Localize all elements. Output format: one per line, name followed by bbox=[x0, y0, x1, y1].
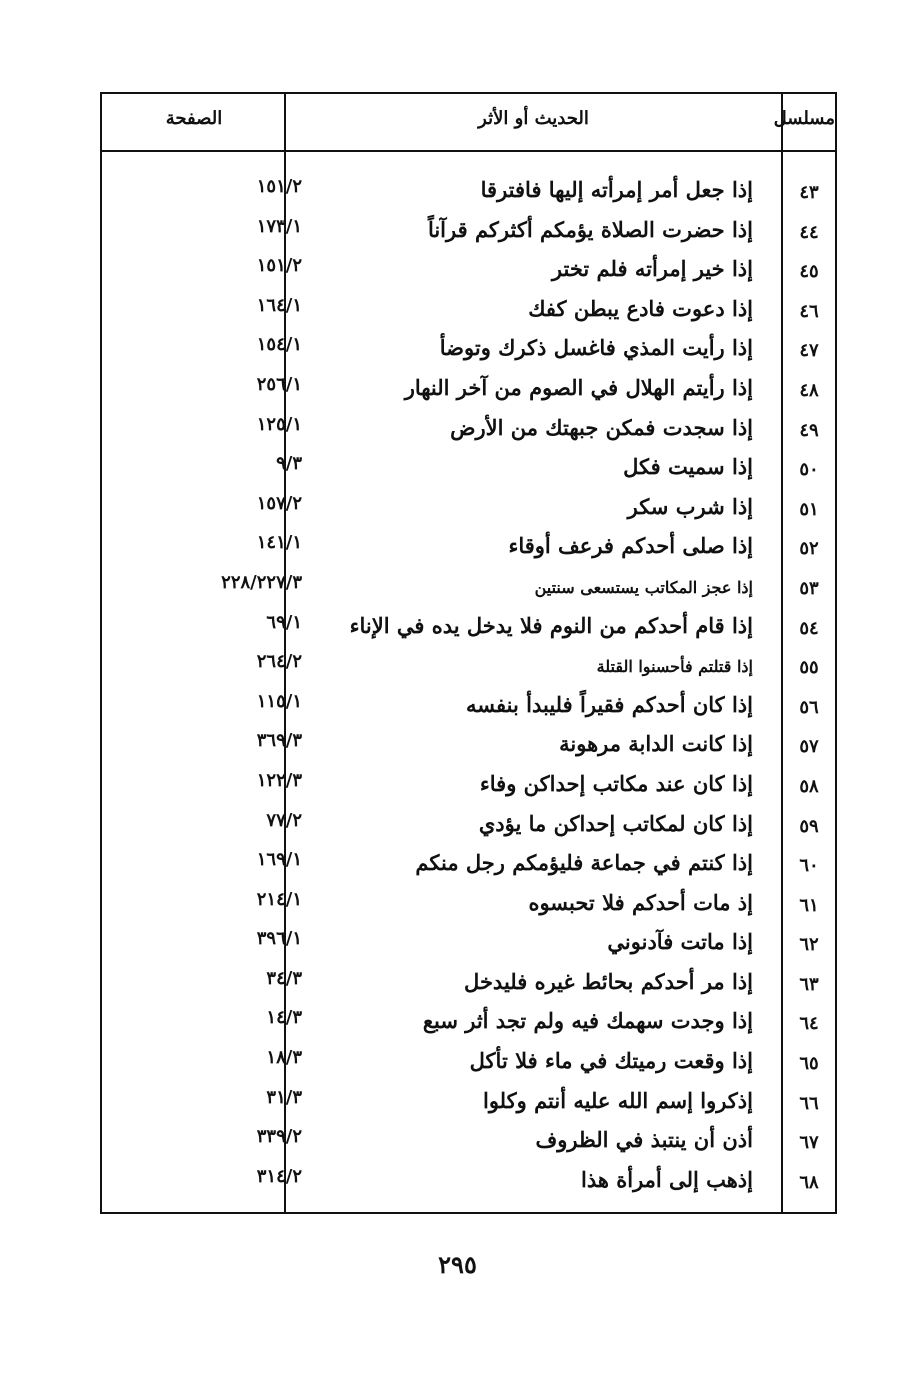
table-row bbox=[102, 689, 835, 729]
row-page-ref: ١٥١/٢ bbox=[256, 255, 302, 277]
table-row bbox=[102, 768, 835, 808]
row-hadith-text: إذا وقعت رميتك في ماء فلا تأكل bbox=[469, 1048, 753, 1074]
table-row bbox=[102, 530, 835, 570]
row-hadith-text: إذا رأيتم الهلال في الصوم من آخر النهار bbox=[404, 374, 753, 400]
row-hadith-text: إذا كان لمكاتب إحداكن ما يؤدي bbox=[478, 810, 753, 836]
row-page-ref: ٢٦٤/٢ bbox=[256, 651, 302, 673]
row-serial: ٦٧ bbox=[799, 1132, 819, 1154]
header-divider bbox=[102, 150, 835, 152]
row-serial: ٥٩ bbox=[799, 815, 819, 837]
row-hadith-text: إذا كان عند مكاتب إحداكن وفاء bbox=[479, 770, 753, 796]
table-row bbox=[102, 293, 835, 333]
table-row bbox=[102, 649, 835, 689]
table-row bbox=[102, 412, 835, 452]
row-page-ref: ١٥١/٢ bbox=[256, 176, 302, 197]
row-serial: ٤٩ bbox=[799, 419, 819, 441]
row-page-ref: ٣٣٩/٢ bbox=[256, 1126, 302, 1148]
row-page-ref: ١٦٤/١ bbox=[256, 294, 302, 316]
table-row bbox=[102, 887, 835, 927]
row-serial: ٥٠ bbox=[799, 459, 819, 481]
row-hadith-text: إذا عجز المكاتب يستسعى سنتين bbox=[534, 577, 753, 597]
row-hadith-text: إذ مات أحدكم فلا تحبسوه bbox=[528, 889, 753, 915]
row-serial: ٥٦ bbox=[799, 696, 819, 718]
row-serial: ٤٥ bbox=[799, 261, 819, 283]
row-hadith-text: إذهب إلى أمرأة هذا bbox=[581, 1166, 753, 1192]
row-page-ref: ٩/٣ bbox=[276, 453, 302, 475]
row-serial: ٤٧ bbox=[799, 340, 819, 362]
table-row bbox=[102, 214, 835, 254]
row-page-ref: ١١٥/١ bbox=[256, 690, 302, 712]
row-serial: ٥١ bbox=[799, 498, 819, 520]
row-page-ref: ١٦٩/١ bbox=[256, 849, 302, 871]
row-page-ref: ٧٧/٢ bbox=[266, 809, 302, 831]
row-serial: ٥٤ bbox=[799, 617, 819, 639]
row-serial: ٤٦ bbox=[799, 300, 819, 322]
row-hadith-text: إذا مر أحدكم بحائط غيره فليدخل bbox=[464, 968, 753, 994]
row-page-ref: ٢٢٨/٢٢٧/٣ bbox=[221, 571, 302, 593]
row-page-ref: ١٤١/١ bbox=[256, 532, 302, 554]
row-serial: ٥٣ bbox=[799, 577, 819, 599]
row-hadith-text: إذا كانت الدابة مرهونة bbox=[559, 731, 753, 757]
row-page-ref: ١٤/٣ bbox=[266, 1007, 302, 1029]
table-row bbox=[102, 1085, 835, 1125]
table-row bbox=[102, 1164, 835, 1204]
row-serial: ٤٤ bbox=[799, 221, 819, 243]
table-row bbox=[102, 808, 835, 848]
row-page-ref: ١٧٣/١ bbox=[256, 215, 302, 237]
table-row bbox=[102, 332, 835, 372]
row-hadith-text: إذا خير إمرأته فلم تختر bbox=[551, 256, 753, 282]
row-hadith-text: إذا كان أحدكم فقيراً فليبدأ بنفسه bbox=[466, 691, 753, 717]
row-serial: ٤٨ bbox=[799, 379, 819, 401]
row-serial: ٦٣ bbox=[799, 973, 819, 995]
row-serial: ٦٢ bbox=[799, 934, 819, 956]
row-page-ref: ٣١/٣ bbox=[266, 1086, 302, 1108]
table-row bbox=[102, 570, 835, 610]
table-row bbox=[102, 966, 835, 1006]
table-row bbox=[102, 847, 835, 887]
table-body bbox=[102, 174, 835, 1203]
row-page-ref: ٢٥٦/١ bbox=[256, 373, 302, 395]
row-hadith-text: إذا قتلتم فأحسنوا القتلة bbox=[596, 657, 753, 677]
row-serial: ٦٨ bbox=[799, 1171, 819, 1193]
header-serial: مسلسل bbox=[773, 108, 835, 129]
table-row bbox=[102, 372, 835, 412]
row-hadith-text: إذا كنتم في جماعة فليؤمكم رجل منكم bbox=[415, 850, 753, 876]
table-row bbox=[102, 451, 835, 491]
row-hadith-text: إذا حضرت الصلاة يؤمكم أكثركم قرآناً bbox=[427, 216, 753, 242]
row-serial: ٦٦ bbox=[799, 1092, 819, 1114]
row-serial: ٤٣ bbox=[799, 182, 819, 203]
row-serial: ٥٥ bbox=[799, 657, 819, 679]
row-hadith-text: إذا شرب سكر bbox=[627, 493, 753, 519]
table-row bbox=[102, 610, 835, 650]
row-hadith-text: إذكروا إسم الله عليه أنتم وكلوا bbox=[483, 1087, 753, 1113]
row-hadith-text: إذا وجدت سهمك فيه ولم تجد أثر سبع bbox=[422, 1008, 753, 1034]
page-number: ٢٩٥ bbox=[438, 1250, 477, 1279]
row-hadith-text: إذا رأيت المذي فاغسل ذكرك وتوضأ bbox=[439, 335, 753, 361]
row-page-ref: ١٢٥/١ bbox=[256, 413, 302, 435]
row-page-ref: ٢١٤/١ bbox=[256, 888, 302, 910]
row-page-ref: ١٥٧/٢ bbox=[256, 492, 302, 514]
hadith-index-table bbox=[100, 92, 837, 1214]
row-page-ref: ٦٩/١ bbox=[266, 611, 302, 633]
row-page-ref: ٣١٤/٢ bbox=[256, 1165, 302, 1187]
row-hadith-text: إذا ماتت فآدنوني bbox=[607, 929, 753, 955]
row-page-ref: ٣٦٩/٣ bbox=[256, 730, 302, 752]
table-row bbox=[102, 728, 835, 768]
row-serial: ٦٠ bbox=[799, 855, 819, 877]
header-page: الصفحة bbox=[165, 108, 223, 129]
table-row bbox=[102, 491, 835, 531]
row-serial: ٥٢ bbox=[799, 538, 819, 560]
row-hadith-text: أذن أن ينتبذ في الظروف bbox=[535, 1127, 753, 1153]
row-serial: ٥٨ bbox=[799, 775, 819, 797]
row-hadith-text: إذا سجدت فمكن جبهتك من الأرض bbox=[450, 414, 753, 440]
row-serial: ٥٧ bbox=[799, 736, 819, 758]
table-row bbox=[102, 1124, 835, 1164]
row-hadith-text: إذا سميت فكل bbox=[623, 454, 753, 480]
table-row bbox=[102, 1045, 835, 1085]
row-page-ref: ٣٤/٣ bbox=[266, 967, 302, 989]
row-hadith-text: إذا صلى أحدكم فرعف أوقاء bbox=[508, 533, 753, 559]
row-page-ref: ١٨/٣ bbox=[266, 1047, 302, 1069]
row-page-ref: ١٢٢/٣ bbox=[256, 769, 302, 791]
table-row bbox=[102, 926, 835, 966]
row-serial: ٦١ bbox=[799, 894, 819, 916]
table-row bbox=[102, 1005, 835, 1045]
row-hadith-text: إذا قام أحدكم من النوم فلا يدخل يده في الإناء bbox=[349, 612, 753, 638]
row-serial: ٦٤ bbox=[799, 1013, 819, 1035]
row-hadith-text: إذا دعوت فادع يبطن كفك bbox=[528, 295, 753, 321]
row-page-ref: ١٥٤/١ bbox=[256, 334, 302, 356]
table-row bbox=[102, 253, 835, 293]
row-page-ref: ٣٩٦/١ bbox=[256, 928, 302, 950]
table-row bbox=[102, 174, 835, 214]
header-hadith: الحديث أو الأثر bbox=[478, 108, 589, 129]
row-serial: ٦٥ bbox=[799, 1053, 819, 1075]
row-hadith-text: إذا جعل أمر إمرأته إليها فافترقا bbox=[480, 177, 753, 202]
